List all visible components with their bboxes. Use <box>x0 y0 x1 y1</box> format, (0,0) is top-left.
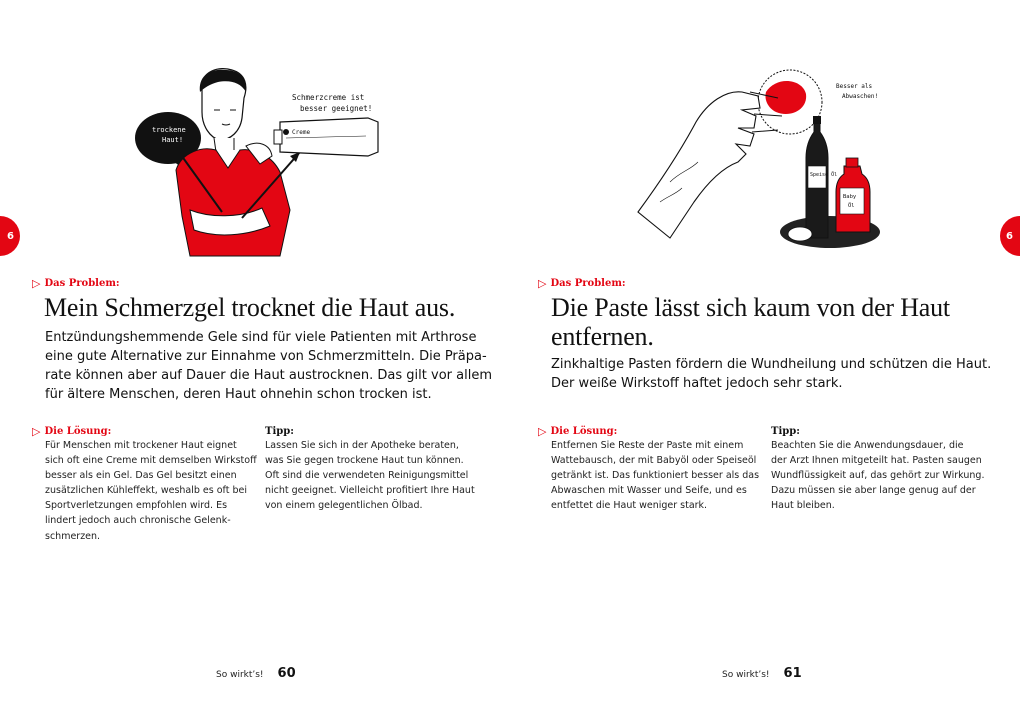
solution-line: Wattebausch, der mit Babyöl oder Speiseöl <box>551 455 757 467</box>
triangle-icon: ▷ <box>32 425 41 438</box>
solution-text <box>551 438 759 513</box>
problem-label-text: Das Problem: <box>550 278 626 289</box>
lead-line: Entzündungshemmende Gele sind für viele Patienten mit Arthrose <box>45 330 477 345</box>
tipp-line: der Arzt Ihnen mitgeteilt hat. Pasten saugen <box>771 455 982 467</box>
solution-line: zusätzlichen Kühleffekt, weshalb es oft bei <box>45 485 247 497</box>
solution-line: getränkt ist. Das funktioniert besser als das <box>551 470 760 482</box>
solution-line: entfettet die Haut weniger stark. <box>551 500 708 512</box>
solution-line: sich oft eine Creme mit demselben Wirkstoff <box>45 455 257 467</box>
tipp-label: Tipp: <box>265 426 294 437</box>
solution-line: Entfernen Sie Reste der Paste mit einem <box>551 440 744 451</box>
tipp-label: Tipp: <box>771 426 800 437</box>
tipp-text <box>771 438 984 513</box>
lead-line: Der weiße Wirkstoff haftet jedoch sehr stark. <box>551 376 843 391</box>
solution-label <box>32 425 111 438</box>
red-bottle-label-line2: Öl <box>848 203 855 209</box>
solution-line: Abwaschen mit Wasser und Seife, und es <box>551 485 747 497</box>
tube-label: Creme <box>292 129 311 136</box>
problem-label-text: Das Problem: <box>44 278 120 289</box>
red-bottle-label-line1: Baby <box>843 194 857 200</box>
chapter-tab-right <box>1000 216 1020 256</box>
right-page <box>510 0 1020 701</box>
lead-line: eine gute Alternative zur Einnahme von Schmerzmitteln. Die Präpa- <box>45 349 487 364</box>
solution-line: besser als ein Gel. Das Gel besitzt einen <box>45 470 237 482</box>
speech-bubble-line1: trockene <box>152 126 186 134</box>
solution-text <box>45 438 257 544</box>
headline <box>551 293 950 351</box>
hand-illustration <box>630 62 900 267</box>
page-footer <box>216 666 296 681</box>
solution-label-text: Die Lösung: <box>550 426 618 437</box>
headline-line: Die Paste lässt sich kaum von der Haut <box>551 293 950 322</box>
headline: Mein Schmerzgel trocknet die Haut aus. <box>44 293 456 322</box>
tipp-line: Lassen Sie sich in der Apotheke beraten, <box>265 440 459 451</box>
solution-line: Sportverletzungen empfohlen wird. Es <box>45 500 228 512</box>
solution-line: schmerzen. <box>45 530 101 542</box>
solution-line: Für Menschen mit trockener Haut eignet <box>45 440 237 451</box>
page-number: 60 <box>277 666 296 681</box>
oil-bottle-label: Speise Öl <box>810 172 838 178</box>
problem-label <box>538 277 626 290</box>
solution-line: lindert jedoch auch chronische Gelenk- <box>45 515 231 527</box>
note-line1: Besser als <box>836 83 873 90</box>
running-title: So wirkt’s! <box>722 670 770 680</box>
tipp-line: Haut bleiben. <box>771 500 835 512</box>
tipp-line: Beachten Sie die Anwendungsdauer, die <box>771 440 964 451</box>
chapter-tab-number: 6 <box>1006 230 1013 242</box>
triangle-icon: ▷ <box>538 425 547 438</box>
lead-line: Zinkhaltige Pasten fördern die Wundheilung und schützen die Haut. <box>551 357 992 372</box>
tipp-line: nicht geeignet. Vielleicht profitiert Ihre Haut <box>265 485 475 497</box>
tipp-line: von einem gelegentlichen Ölbad. <box>265 500 423 512</box>
tipp-line: Wundflüssigkeit auf, das gehört zur Wirkung. <box>771 470 985 482</box>
tube-note-line2: besser geeignet! <box>300 104 373 113</box>
tipp-text <box>265 438 475 513</box>
man-illustration <box>130 60 390 265</box>
chapter-tab-left <box>0 216 20 256</box>
page-footer <box>722 666 802 681</box>
note-line2: Abwaschen! <box>842 93 879 100</box>
page-number: 61 <box>783 666 802 681</box>
lead-paragraph <box>45 328 492 404</box>
problem-label <box>32 277 120 290</box>
lead-paragraph <box>551 355 991 393</box>
tube-note-line1: Schmerzcreme ist <box>292 93 365 102</box>
triangle-icon: ▷ <box>32 277 41 290</box>
lead-line: für ältere Menschen, deren Haut ohnehin schon trocken ist. <box>45 387 432 402</box>
speech-bubble-line2: Haut! <box>162 136 184 144</box>
solution-label <box>538 425 617 438</box>
tipp-line: was Sie gegen trockene Haut tun können. <box>265 455 464 467</box>
headline-line: entfernen. <box>551 322 654 351</box>
tube-cap-dot <box>283 129 289 135</box>
solution-label-text: Die Lösung: <box>44 426 112 437</box>
chapter-tab-number: 6 <box>7 230 14 242</box>
lead-line: rate können aber auf Dauer die Haut austrocknen. Das gilt vor allem <box>45 368 492 383</box>
triangle-icon: ▷ <box>538 277 547 290</box>
tipp-line: Dazu müssen sie aber lange genug auf der <box>771 485 976 497</box>
tipp-line: Oft sind die verwendeten Reinigungsmittel <box>265 470 469 482</box>
running-title: So wirkt’s! <box>216 670 264 680</box>
